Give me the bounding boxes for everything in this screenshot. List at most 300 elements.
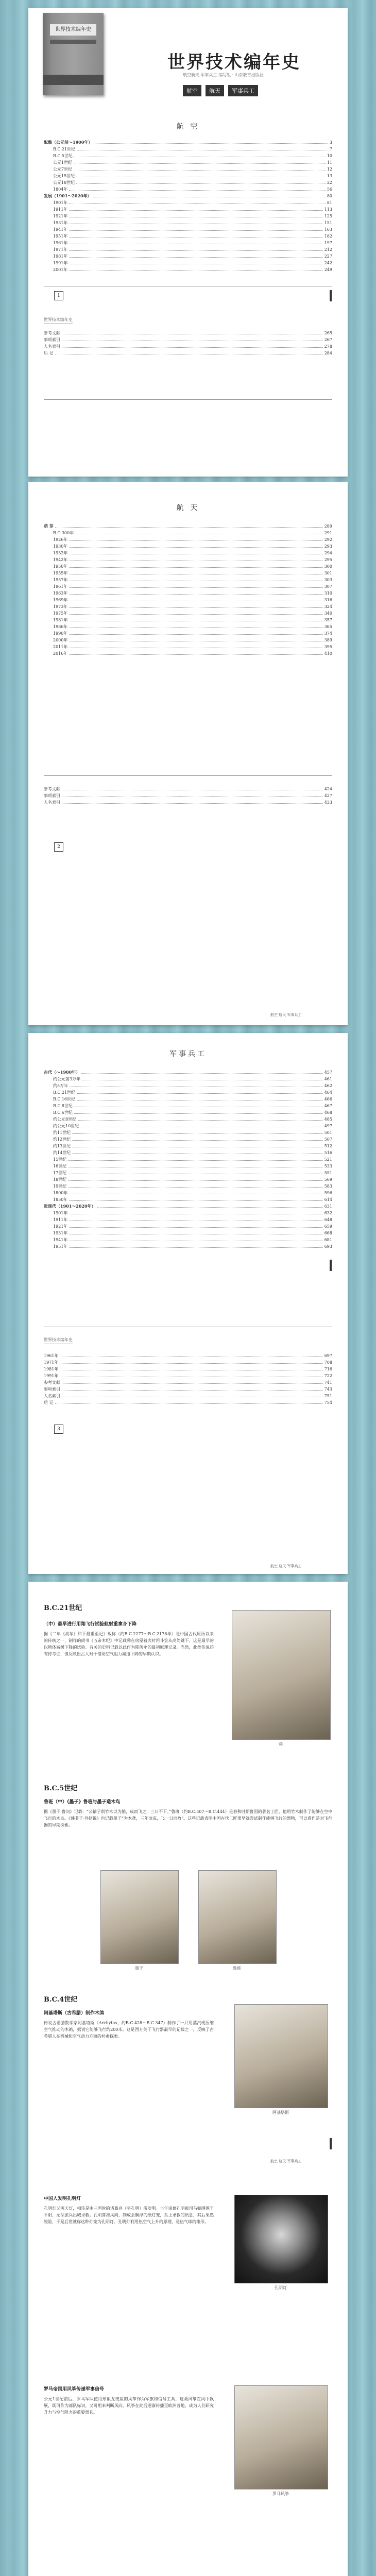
toc-entry[interactable] xyxy=(44,1216,332,1223)
toc-leader-dots xyxy=(69,257,322,258)
toc-entry-page: 10 xyxy=(327,154,332,158)
toc-entry-page: 310 xyxy=(324,591,332,596)
toc-entry[interactable] xyxy=(44,343,332,350)
entry-paragraph: 传说古希腊数学家阿基塔斯（Archytas，约B.C.428～B.C.347）制作了一只用蒸汽或压缩空气推动的木鸽，据说它能够飞行约200米。这是西方关于飞行器最早的记载之一，反映了古希腊人在机械和空气动力方面的朴素探索。 xyxy=(44,2021,214,2039)
toc-entry[interactable] xyxy=(44,253,332,260)
section-tags xyxy=(183,85,258,96)
toc-entry-label: 1804年 xyxy=(53,187,68,192)
toc-entry[interactable] xyxy=(44,623,332,630)
toc-entry[interactable] xyxy=(44,152,332,159)
toc-leader-dots xyxy=(69,1247,322,1248)
image-caption: 罗马风筝 xyxy=(272,2492,289,2496)
page-content xyxy=(28,1582,348,2576)
toc-entry-label: 1961年 xyxy=(53,584,68,589)
book-cover-image xyxy=(43,13,104,95)
toc-entry[interactable] xyxy=(44,1103,332,1109)
toc-entry-page: 501 xyxy=(324,1130,332,1135)
toc-entry-label: 1973年 xyxy=(53,604,68,609)
toc-entry-page: 697 xyxy=(324,1353,332,1358)
toc-entry-label: 1981年 xyxy=(44,1367,59,1371)
toc-entry-page: 462 xyxy=(324,1083,332,1088)
toc-entry[interactable] xyxy=(44,792,332,799)
toc-entry[interactable] xyxy=(44,1176,332,1183)
toc-entry[interactable] xyxy=(44,1386,332,1393)
toc-leader-dots xyxy=(69,567,322,568)
entry-title: 鲁班（中）《墨子》鲁班与墨子造木鸟 xyxy=(44,1800,121,1805)
toc-leader-dots xyxy=(69,607,322,608)
toc-entry-label: 萌 芽 xyxy=(44,523,54,529)
toc-entry-label: 1957年 xyxy=(53,578,68,582)
toc-entry-label: 约公元8世纪 xyxy=(53,1117,77,1122)
toc-entry[interactable] xyxy=(44,1163,332,1170)
cover-subtitle-bar xyxy=(50,40,96,44)
toc-leader-dots xyxy=(74,1113,323,1114)
toc-entry[interactable] xyxy=(44,219,332,226)
toc-entry-label: 1901年 xyxy=(53,200,68,205)
toc-entry-page: 357 xyxy=(324,618,332,622)
toc-leader-dots xyxy=(62,1383,323,1384)
page-folio: 1 xyxy=(54,291,63,300)
toc-entry-label: 2000年 xyxy=(53,638,68,642)
toc-entry-page: 13 xyxy=(327,174,332,178)
toc-entry-page: 182 xyxy=(324,234,332,239)
toc-entry-page: 659 xyxy=(324,1224,332,1229)
toc-entry[interactable] xyxy=(44,597,332,603)
toc-entry[interactable] xyxy=(44,1082,332,1089)
toc-entry-label: 近现代（1901～2020年） xyxy=(44,1204,96,1209)
toc-entry-label: 1911年 xyxy=(53,207,68,212)
toc-entry-label: 1911年 xyxy=(53,1217,68,1222)
toc-leader-dots xyxy=(55,527,323,528)
toc-entry-label: 发展（1901～2020年） xyxy=(44,193,92,198)
page-aviation-toc xyxy=(28,8,348,477)
toc-entry-label: 约公元10世纪 xyxy=(53,1124,79,1128)
toc-entry-page: 80 xyxy=(327,194,332,198)
toc-entry-page: 533 xyxy=(324,1164,332,1168)
toc-leader-dots xyxy=(69,594,322,595)
toc-entry-page: 648 xyxy=(324,1217,332,1222)
toc-entry-page: 389 xyxy=(324,638,332,642)
toc-spaceflight-back xyxy=(44,786,332,806)
toc-entry[interactable] xyxy=(44,1352,332,1359)
toc-entry[interactable] xyxy=(44,1366,332,1372)
page-marker xyxy=(330,2138,332,2149)
lantern-image xyxy=(234,2195,328,2283)
toc-leader-dots xyxy=(69,1200,322,1201)
toc-entry-label: 16世纪 xyxy=(53,1164,67,1168)
toc-entry-label: 1951年 xyxy=(53,234,68,239)
toc-entry-page: 433 xyxy=(324,800,332,805)
toc-entry-page: 324 xyxy=(324,604,332,609)
toc-entry-page: 267 xyxy=(324,337,332,342)
toc-entry[interactable] xyxy=(44,1143,332,1149)
toc-entry-label: 约5万年 xyxy=(53,1083,69,1088)
toc-entry[interactable] xyxy=(44,1379,332,1386)
portrait-image xyxy=(234,2004,328,2108)
toc-entry[interactable] xyxy=(44,1223,332,1230)
toc-entry-page: 751 xyxy=(324,1394,332,1398)
toc-entry-page: 197 xyxy=(324,241,332,245)
running-footer: 航空 航天 军事兵工 xyxy=(270,1564,302,1568)
toc-entry-label: 约11世纪 xyxy=(53,1130,71,1135)
toc-entry-page: 294 xyxy=(324,551,332,555)
entry-paragraph: 据《墨子·鲁问》记载：“公输子削竹木以为鹊，成而飞之，三日不下。”鲁班（约B.C.507～B.C.444）是春秋时期鲁国的著名工匠，他用竹木制作了能够在空中飞行的木鸟。《韩非子·外储说》也记载墨子“为木鸢，三年而成，飞一日而败”。这些记载表明中国古代工匠很早就尝试制作能够飞行的器物，可以看作是对飞行器的早期探索。 xyxy=(44,1809,332,1827)
toc-entry-label: 1955年 xyxy=(53,571,68,575)
entry-title: 阿基塔斯（古希腊）制作木鸽 xyxy=(44,2011,105,2016)
toc-entry-label: B.C.21世纪 xyxy=(53,147,75,151)
toc-entry-label: 1930年 xyxy=(53,544,68,549)
portrait-image xyxy=(100,1870,179,1964)
toc-entry-label: 1961年 xyxy=(44,1353,59,1358)
toc-entry[interactable] xyxy=(44,650,332,657)
toc-entry-page: 307 xyxy=(324,584,332,589)
toc-entry[interactable] xyxy=(44,536,332,543)
toc-entry-page: 227 xyxy=(324,254,332,259)
toc-entry-label: 约14世纪 xyxy=(53,1150,71,1155)
toc-entry-page: 284 xyxy=(324,351,332,355)
entry-title: 罗马帝国用风筝传递军事信号 xyxy=(44,2387,105,2392)
toc-entry[interactable] xyxy=(44,577,332,583)
toc-entry-page: 743 xyxy=(324,1387,332,1392)
toc-entry[interactable] xyxy=(44,630,332,637)
tag-aviation: 航空 xyxy=(183,85,201,96)
toc-entry[interactable] xyxy=(44,1243,332,1250)
toc-entry-page: 242 xyxy=(324,261,332,265)
entry-paragraph: 据《二年《战车》和下最重至记》载称（约B.C.2277～B.C.2178年）是中国古代原历以来的传统之一，制作的尚书《五帝本纪》中记载舜在房屋着火时用斗笠从高处跳下，这是最早的以物体减缓下降的试验。有关的史料记载以此作为降落伞的最初原理记录。当然，此类传说还有待考证，但反映出古人对于借助空气阻力减速下降的早期认识。 xyxy=(44,1632,214,1656)
toc-entry-label: 参考文献 xyxy=(44,787,60,791)
toc-entry-label: 1941年 xyxy=(53,227,68,232)
toc-entry-label: 约12世纪 xyxy=(53,1137,71,1142)
toc-entry-label: 1986年 xyxy=(53,624,68,629)
toc-entry-label: 2016年 xyxy=(53,651,68,656)
page-folio: 3 xyxy=(54,1425,63,1434)
toc-entry-label: 1969年 xyxy=(53,598,68,602)
toc-entry-label: 1941年 xyxy=(53,1238,68,1242)
toc-entry[interactable] xyxy=(44,1393,332,1399)
toc-entry-label: 约13世纪 xyxy=(53,1144,71,1148)
toc-entry[interactable] xyxy=(44,590,332,597)
tag-spaceflight: 航天 xyxy=(206,85,224,96)
toc-entry-label: 公元15世纪 xyxy=(53,174,75,178)
toc-entry-label: 公元18世纪 xyxy=(53,180,75,185)
kite-image xyxy=(234,2385,328,2489)
toc-entry-label: 1990年 xyxy=(53,631,68,636)
toc-leader-dots xyxy=(68,1180,323,1181)
toc-entry[interactable] xyxy=(44,240,332,246)
toc-leader-dots xyxy=(69,210,322,211)
series-logo: 世界技术编年史 xyxy=(44,317,73,324)
image-caption: 舜 xyxy=(279,1742,283,1747)
toc-leader-dots xyxy=(77,1093,323,1094)
toc-entry-page: 56 xyxy=(327,187,332,192)
toc-leader-dots xyxy=(68,1187,323,1188)
toc-entry[interactable] xyxy=(44,1089,332,1096)
toc-entry-page: 374 xyxy=(324,631,332,636)
toc-entry-label: 1901年 xyxy=(53,1211,68,1215)
toc-entry-page: 467 xyxy=(324,1104,332,1108)
toc-entry-page: 301 xyxy=(324,571,332,575)
toc-entry-label: 1961年 xyxy=(53,241,68,245)
toc-leader-dots xyxy=(69,614,322,615)
toc-entry-page: 3 xyxy=(329,140,332,145)
toc-entry[interactable] xyxy=(44,1399,332,1406)
toc-entry-page: 113 xyxy=(324,207,332,212)
toc-entry[interactable] xyxy=(44,799,332,806)
toc-entry[interactable] xyxy=(44,1116,332,1123)
toc-entry[interactable] xyxy=(44,1109,332,1116)
toc-entry-page: 507 xyxy=(324,1137,332,1142)
toc-entry[interactable] xyxy=(44,139,332,146)
toc-entry[interactable] xyxy=(44,1069,332,1076)
toc-entry[interactable] xyxy=(44,213,332,219)
toc-entry[interactable] xyxy=(44,186,332,193)
toc-entry[interactable] xyxy=(44,543,332,550)
toc-entry[interactable] xyxy=(44,350,332,357)
toc-entry-page: 125 xyxy=(324,214,332,218)
toc-leader-dots xyxy=(55,1403,323,1404)
toc-leader-dots xyxy=(62,796,323,797)
toc-entry-page: 464 xyxy=(324,1090,332,1095)
toc-entry-label: 古代（～1900年） xyxy=(44,1070,80,1075)
portrait-image xyxy=(198,1870,277,1964)
toc-leader-dots xyxy=(78,1120,323,1121)
toc-leader-dots xyxy=(69,190,325,191)
toc-entry-page: 708 xyxy=(324,1360,332,1365)
toc-entry[interactable] xyxy=(44,523,332,530)
toc-entry-label: 事项索引 xyxy=(44,1387,60,1392)
toc-entry-page: 212 xyxy=(324,247,332,252)
toc-entry-label: 1981年 xyxy=(53,254,68,259)
toc-entry-label: 人名索引 xyxy=(44,1394,60,1398)
toc-entry-page: 569 xyxy=(324,1177,332,1182)
toc-entry[interactable] xyxy=(44,179,332,186)
toc-entry-page: 22 xyxy=(327,180,332,185)
toc-entry[interactable] xyxy=(44,617,332,623)
toc-entry[interactable] xyxy=(44,1183,332,1190)
toc-entry-label: 事项索引 xyxy=(44,337,60,342)
section-heading-military: 军事兵工 xyxy=(169,1050,207,1058)
entry-era-title: B.C.5世纪 xyxy=(44,1785,78,1792)
toc-entry-page: 427 xyxy=(324,793,332,798)
toc-entry[interactable] xyxy=(44,266,332,273)
toc-entry[interactable] xyxy=(44,159,332,166)
toc-entry-label: B.C.6世纪 xyxy=(53,1110,73,1115)
toc-entry-page: 693 xyxy=(324,1244,332,1249)
toc-entry-label: 1975年 xyxy=(53,611,68,616)
toc-leader-dots xyxy=(62,803,323,804)
toc-entry-page: 668 xyxy=(324,1231,332,1235)
toc-entry[interactable] xyxy=(44,1210,332,1216)
toc-entry[interactable] xyxy=(44,1170,332,1176)
toc-entry-label: 1991年 xyxy=(53,261,68,265)
toc-entry-label: 1991年 xyxy=(44,1374,59,1378)
toc-entry-page: 424 xyxy=(324,787,332,791)
toc-entry[interactable] xyxy=(44,173,332,179)
toc-leader-dots xyxy=(81,1073,322,1074)
toc-entry[interactable] xyxy=(44,1190,332,1196)
toc-entry[interactable] xyxy=(44,1123,332,1129)
toc-leader-dots xyxy=(69,540,322,541)
toc-entry-page: 292 xyxy=(324,537,332,542)
series-logo: 世界技术编年史 xyxy=(44,1337,73,1344)
toc-entry[interactable] xyxy=(44,1076,332,1082)
portrait-image xyxy=(232,1610,331,1740)
toc-entry[interactable] xyxy=(44,336,332,343)
toc-entry-page: 163 xyxy=(324,227,332,232)
toc-entry[interactable] xyxy=(44,1156,332,1163)
toc-entry-label: 2011年 xyxy=(53,645,68,649)
toc-entry-page: 293 xyxy=(324,544,332,549)
toc-entry[interactable] xyxy=(44,637,332,643)
toc-entry[interactable] xyxy=(44,1136,332,1143)
toc-leader-dots xyxy=(69,587,322,588)
toc-entry-page: 516 xyxy=(324,1150,332,1155)
toc-entry-page: 631 xyxy=(324,1204,332,1209)
toc-entry[interactable] xyxy=(44,1096,332,1103)
toc-entry[interactable] xyxy=(44,556,332,563)
toc-entry-label: B.C.16世纪 xyxy=(53,1097,75,1101)
toc-entry[interactable] xyxy=(44,1236,332,1243)
toc-spaceflight xyxy=(44,523,332,657)
toc-entry-label: 1921年 xyxy=(53,214,68,218)
toc-entry-page: 722 xyxy=(324,1374,332,1378)
toc-entry[interactable] xyxy=(44,193,332,199)
toc-leader-dots xyxy=(72,1133,323,1134)
running-footer: 航空 航天 军事兵工 xyxy=(270,1013,302,1017)
toc-leader-dots xyxy=(69,270,322,271)
toc-entry-label: 人名索引 xyxy=(44,800,60,805)
toc-entry-page: 300 xyxy=(324,564,332,569)
toc-aviation xyxy=(44,139,332,273)
toc-leader-dots xyxy=(69,1227,322,1228)
entry-title: （中）最早进行用翔飞行试验航射重拿身下降 xyxy=(44,1622,137,1627)
toc-entry[interactable] xyxy=(44,166,332,173)
image-caption: 鲁班 xyxy=(233,1966,241,1971)
toc-entry[interactable] xyxy=(44,1230,332,1236)
page-marker xyxy=(330,1260,332,1271)
toc-entry-page: 512 xyxy=(324,1144,332,1148)
toc-entry-label: 事项索引 xyxy=(44,793,60,798)
toc-entry[interactable] xyxy=(44,146,332,152)
toc-entry[interactable] xyxy=(44,583,332,590)
toc-entry-page: 632 xyxy=(324,1211,332,1215)
cover-title: 世界技术编年史 xyxy=(50,24,96,36)
toc-entry-label: 1932年 xyxy=(53,551,68,555)
toc-entry-label: 2001年 xyxy=(53,267,68,272)
toc-entry-page: 291 xyxy=(324,531,332,535)
toc-entry-page: 521 xyxy=(324,1157,332,1162)
divider xyxy=(44,399,332,400)
toc-entry[interactable] xyxy=(44,786,332,792)
toc-entry-page: 365 xyxy=(324,624,332,629)
toc-entry-label: 后 记 xyxy=(44,351,54,355)
toc-leader-dots xyxy=(97,1207,323,1208)
tag-military: 军事兵工 xyxy=(228,85,258,96)
toc-entry-page: 596 xyxy=(324,1191,332,1195)
toc-entry[interactable] xyxy=(44,233,332,240)
toc-entry[interactable] xyxy=(44,1149,332,1156)
toc-entry-label: 公元7世纪 xyxy=(53,167,73,172)
toc-entry-page: 7 xyxy=(329,147,332,151)
toc-entry-label: 18世纪 xyxy=(53,1177,67,1182)
toc-entry-page: 151 xyxy=(324,221,332,225)
toc-entry-page: 295 xyxy=(324,557,332,562)
image-caption: 阿基塔斯 xyxy=(272,2110,289,2115)
toc-entry[interactable] xyxy=(44,1129,332,1136)
toc-leader-dots xyxy=(69,230,322,231)
toc-entry-label: 17世纪 xyxy=(53,1171,67,1175)
toc-leader-dots xyxy=(69,547,322,548)
toc-entry-label: 1942年 xyxy=(53,557,68,562)
toc-entry-label: 1800年 xyxy=(53,1191,68,1195)
toc-entry-label: 1926年 xyxy=(53,537,68,542)
toc-entry-page: 681 xyxy=(324,1238,332,1242)
toc-leader-dots xyxy=(69,250,322,251)
toc-entry[interactable] xyxy=(44,1359,332,1366)
toc-entry[interactable] xyxy=(44,1203,332,1210)
toc-entry[interactable] xyxy=(44,610,332,617)
toc-entry[interactable] xyxy=(44,226,332,233)
toc-entry-page: 12 xyxy=(327,167,332,172)
toc-leader-dots xyxy=(74,163,326,164)
toc-leader-dots xyxy=(69,634,322,635)
toc-entry[interactable] xyxy=(44,246,332,253)
toc-entry-page: 249 xyxy=(324,267,332,272)
toc-entry-label: 参考文献 xyxy=(44,331,60,335)
divider xyxy=(44,775,332,776)
toc-entry-page: 265 xyxy=(324,331,332,335)
image-caption: 墨子 xyxy=(135,1966,143,1971)
toc-entry[interactable] xyxy=(44,260,332,266)
toc-entry-page: 551 xyxy=(324,1171,332,1175)
toc-entry[interactable] xyxy=(44,530,332,536)
toc-entry-page: 614 xyxy=(324,1197,332,1202)
toc-entry[interactable] xyxy=(44,1196,332,1203)
toc-entry-label: 1931年 xyxy=(53,1231,68,1235)
toc-entry[interactable] xyxy=(44,206,332,213)
entry-era-title: B.C.21世纪 xyxy=(44,1604,82,1612)
toc-entry[interactable] xyxy=(44,330,332,336)
toc-entry-page: 289 xyxy=(324,524,332,529)
toc-entry[interactable] xyxy=(44,550,332,556)
toc-entry-page: 11 xyxy=(327,160,332,165)
toc-entry[interactable] xyxy=(44,1372,332,1379)
toc-entry[interactable] xyxy=(44,570,332,577)
toc-entry-label: B.C.8世纪 xyxy=(53,1104,73,1108)
entry-title: 中国人发明孔明灯 xyxy=(44,2196,81,2201)
toc-leader-dots xyxy=(76,183,326,184)
toc-entry-label: 15世纪 xyxy=(53,1157,67,1162)
toc-entry-label: 酝酿（公元前～1900年） xyxy=(44,140,93,145)
toc-entry-label: 1950年 xyxy=(53,564,68,569)
section-heading-aviation: 航 空 xyxy=(176,123,200,131)
toc-entry-label: 参考文献 xyxy=(44,1380,60,1385)
toc-entry-page: 461 xyxy=(324,1077,332,1081)
toc-entry[interactable] xyxy=(44,199,332,206)
toc-entry-page: 497 xyxy=(324,1124,332,1128)
toc-entry-label: 1963年 xyxy=(53,591,68,596)
toc-entry-page: 741 xyxy=(324,1380,332,1385)
toc-entry-label: 人名索引 xyxy=(44,344,60,349)
toc-entry[interactable] xyxy=(44,603,332,610)
toc-entry[interactable] xyxy=(44,643,332,650)
toc-entry-page: 395 xyxy=(324,645,332,649)
toc-entry[interactable] xyxy=(44,563,332,570)
toc-entry-label: 公元1世纪 xyxy=(53,160,73,165)
toc-entry-label: 1951年 xyxy=(53,1244,68,1249)
toc-leader-dots xyxy=(94,143,328,144)
cover-band xyxy=(43,75,104,85)
